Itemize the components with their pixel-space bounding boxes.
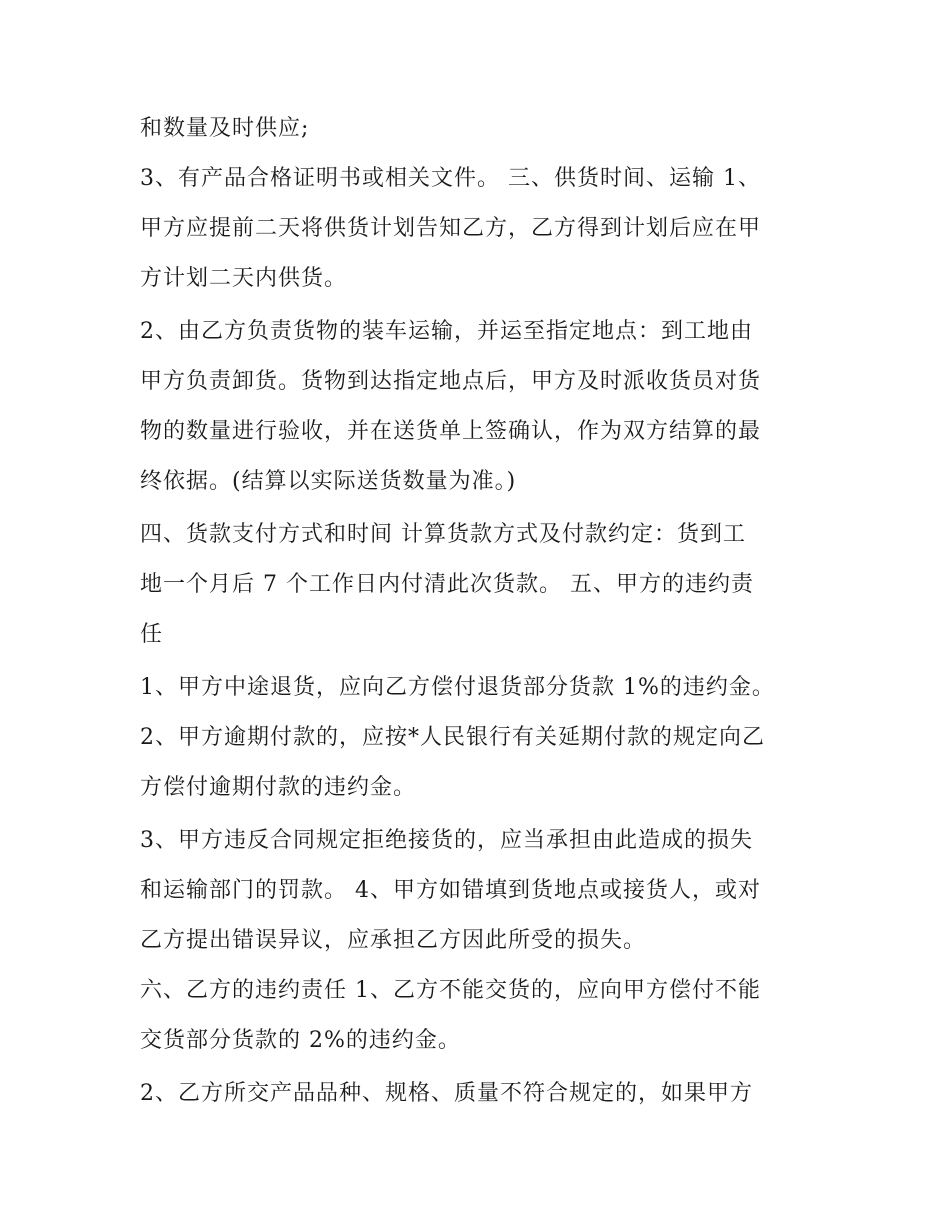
document-line: 和数量及时供应; xyxy=(140,116,310,141)
document-line: 2、乙方所交产品品种、规格、质量不符合规定的，如果甲方 xyxy=(140,1081,753,1106)
document-line: 方计划二天内供货。 xyxy=(140,266,348,291)
document-line: 甲方应提前二天将供货计划告知乙方，乙方得到计划后应在甲 xyxy=(140,216,762,241)
document-line: 2、由乙方负责货物的装车运输，并运至指定地点：到工地由 xyxy=(140,319,753,344)
document-line: 终依据。(结算以实际送货数量为准。) xyxy=(140,469,517,494)
document-line: 和运输部门的罚款。 4、甲方如错填到货地点或接货人，或对 xyxy=(140,878,761,903)
document-line: 甲方负责卸货。货物到达指定地点后，甲方及时派收货员对货 xyxy=(140,369,762,394)
document-line: 3、甲方违反合同规定拒绝接货的，应当承担由此造成的损失 xyxy=(140,828,753,853)
document-line: 四、货款支付方式和时间 计算货款方式及付款约定：货到工 xyxy=(140,522,746,547)
document-line: 1、甲方中途退货，应向乙方偿付退货部分货款 1%的违约金。 xyxy=(140,675,775,700)
document-line: 乙方提出错误异议，应承担乙方因此所受的损失。 xyxy=(140,928,647,953)
document-line: 地一个月后 7 个工作日内付清此次货款。 五、甲方的违约责 xyxy=(140,572,754,597)
document-line: 任 xyxy=(140,622,164,647)
document-line: 方偿付逾期付款的违约金。 xyxy=(140,775,417,800)
document-line: 物的数量进行验收，并在送货单上签确认，作为双方结算的最 xyxy=(140,419,762,444)
document-line: 2、甲方逾期付款的，应按*人民银行有关延期付款的规定向乙 xyxy=(140,725,765,750)
document-line: 六、乙方的违约责任 1、乙方不能交货的，应向甲方偿付不能 xyxy=(140,978,761,1003)
document-line: 3、有产品合格证明书或相关文件。 三、供货时间、运输 1、 xyxy=(140,166,761,191)
document-line: 交货部分货款的 2%的违约金。 xyxy=(140,1028,461,1053)
